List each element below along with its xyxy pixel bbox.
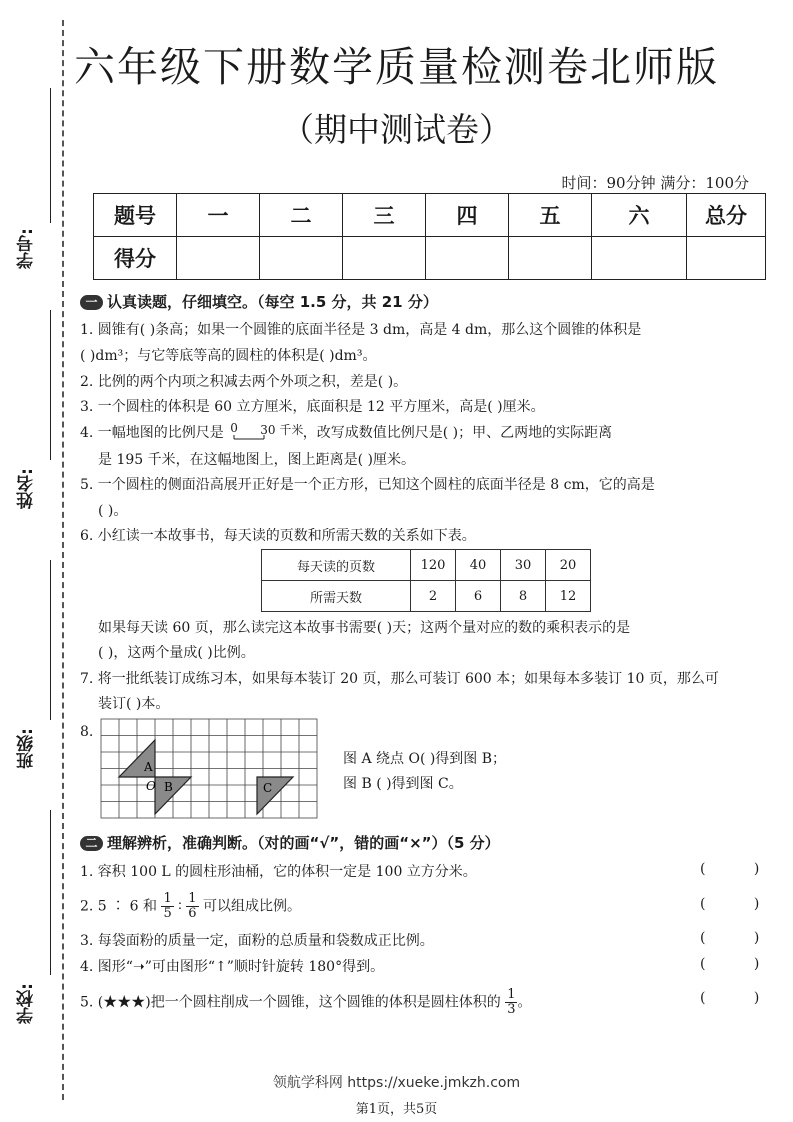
section-2-title: 理解辨析，准确判断。（对的画“√”，错的画“×”）（5 分） — [107, 834, 500, 852]
page-number: 第1页，共5页 — [355, 1102, 438, 1117]
question-5-line-2: ( )。 — [98, 503, 128, 519]
judge-question-5 — [80, 988, 531, 1017]
reading-table-row — [262, 581, 591, 612]
judge-question-5-end: 。 — [517, 994, 532, 1011]
score-cell[interactable] — [509, 237, 592, 280]
reading-cell: 12 — [546, 581, 591, 612]
question-6-line-b: ( )，这两个量成( )比例。 — [98, 645, 255, 661]
school-label: 学校: — [17, 983, 37, 1024]
question-7-line-1: 7. 将一批纸装订成练习本，如果每本装订 20 页，那么可装订 600 本；如果每本多装订 10 页，那么可 — [80, 671, 719, 687]
question-8-number: 8. — [80, 724, 94, 740]
score-header-cell: 五 — [509, 194, 592, 237]
question-6: 6. 小红读一本故事书，每天读的页数和所需天数的关系如下表。 — [80, 528, 476, 544]
class-line — [50, 560, 51, 720]
judge-answer-1[interactable]: ( ) — [700, 861, 782, 877]
question-1-line-2: ( )dm³；与它等底等高的圆柱的体积是( )dm³。 — [80, 348, 377, 364]
reading-row-label: 每天读的页数 — [262, 550, 411, 581]
judge-question-1: 1. 容积 100 L 的圆柱形油桶，它的体积一定是 100 立方分米。 — [80, 864, 477, 880]
binding-dashed-line — [62, 20, 64, 1100]
section-1-title: 认真读题，仔细填空。（每空 1.5 分，共 21 分） — [107, 293, 438, 311]
judge-question-4: 4. 图形“➝”可由图形“↑”顺时针旋转 180°得到。 — [80, 959, 385, 975]
fraction-numerator: 1 — [163, 891, 172, 906]
question-4-line-1 — [80, 422, 612, 443]
reading-cell: 20 — [546, 550, 591, 581]
reading-table-row — [262, 550, 591, 581]
reading-cell: 40 — [456, 550, 501, 581]
reading-cell: 2 — [411, 581, 456, 612]
judge-answer-2[interactable]: ( ) — [700, 896, 782, 912]
fraction-denominator: 5 — [163, 906, 172, 921]
exam-subtitle: （期中测试卷） — [281, 110, 512, 149]
question-8-line-a: 图 A 绕点 O( )得到图 B； — [343, 751, 507, 767]
section-1-heading — [80, 291, 438, 312]
reading-cell: 120 — [411, 550, 456, 581]
score-cell[interactable] — [592, 237, 687, 280]
question-6-line-a: 如果每天读 60 页，那么读完这本故事书需要( )天；这两个量对应的数的乘积表示的是 — [98, 620, 631, 636]
question-4-rest: ，改写成数值比例尺是( )；甲、乙两地的实际距离 — [302, 425, 613, 441]
score-cell[interactable] — [687, 237, 766, 280]
exam-meta: 时间：90分钟 满分：100分 — [561, 174, 749, 192]
question-3: 3. 一个圆柱的体积是 60 立方厘米，底面积是 12 平方厘米，高是( )厘米。 — [80, 399, 545, 415]
judge-answer-3[interactable]: ( ) — [700, 930, 782, 946]
judge-question-5-text: 5. (★★★)把一个圆柱削成一个圆锥，这个圆锥的体积是圆柱体积的 — [80, 994, 501, 1011]
score-header-cell: 题号 — [94, 194, 177, 237]
shape-b-label: B — [164, 780, 173, 794]
score-cell[interactable] — [426, 237, 509, 280]
score-header-cell: 六 — [592, 194, 687, 237]
score-header-cell: 一 — [177, 194, 260, 237]
judge-answer-5[interactable]: ( ) — [700, 990, 782, 1006]
reading-cell: 8 — [501, 581, 546, 612]
footer-link[interactable]: 领航学科网 https://xueke.jmkzh.com — [272, 1075, 521, 1091]
judge-question-2-prefix: 2. 5 ∶ 6 和 — [80, 898, 157, 915]
point-o-label: O — [146, 779, 156, 793]
fraction-one-sixth — [186, 892, 198, 921]
fraction-one-third — [505, 988, 517, 1017]
class-field[interactable] — [14, 560, 58, 780]
score-header-cell: 四 — [426, 194, 509, 237]
score-header-cell: 三 — [343, 194, 426, 237]
scale-bar-distance: 30 千米 — [260, 423, 304, 437]
class-label: 班级: — [17, 728, 37, 769]
score-cell[interactable] — [177, 237, 260, 280]
section-2-heading — [80, 832, 500, 853]
fraction-denominator: 6 — [188, 906, 197, 921]
shape-c-label: C — [263, 781, 273, 795]
score-header-cell: 二 — [260, 194, 343, 237]
exam-title: 六年级下册数学质量检测卷北师版 — [74, 43, 719, 91]
judge-question-3: 3. 每袋面粉的质量一定，面粉的总质量和袋数成正比例。 — [80, 933, 434, 949]
score-table-header-row — [94, 194, 766, 237]
question-1-line-1: 1. 圆锥有( )条高；如果一个圆锥的底面半径是 3 dm，高是 4 dm，那么这个圆锥的体积是 — [80, 322, 642, 338]
scale-bar-zero: 0 — [230, 421, 238, 435]
score-cell[interactable] — [260, 237, 343, 280]
reading-table — [261, 549, 591, 612]
score-table-score-row — [94, 237, 766, 280]
fraction-numerator: 1 — [188, 891, 197, 906]
reading-row-label: 所需天数 — [262, 581, 411, 612]
fraction-numerator: 1 — [507, 987, 516, 1002]
student-id-label: 学号: — [17, 228, 37, 269]
section-2-badge: 二 — [80, 836, 103, 851]
name-line — [50, 310, 51, 460]
question-4-line-2: 是 195 千米，在这幅地图上，图上距离是( )厘米。 — [98, 452, 415, 468]
reading-cell: 6 — [456, 581, 501, 612]
reading-cell: 30 — [501, 550, 546, 581]
score-table — [93, 193, 766, 280]
fraction-denominator: 3 — [507, 1002, 516, 1017]
score-header-cell: 总分 — [687, 194, 766, 237]
school-line — [50, 810, 51, 975]
question-8-line-b: 图 B ( )得到图 C。 — [343, 776, 463, 792]
school-field[interactable] — [14, 810, 58, 1030]
score-cell[interactable] — [343, 237, 426, 280]
question-2: 2. 比例的两个内项之积减去两个外项之积，差是( )。 — [80, 374, 408, 390]
map-scale-bar — [228, 421, 304, 443]
question-4-prefix: 4. 一幅地图的比例尺是 — [80, 425, 224, 441]
name-field[interactable] — [14, 310, 58, 510]
judge-answer-4[interactable]: ( ) — [700, 956, 782, 972]
question-7-line-2: 装订( )本。 — [98, 696, 170, 712]
rotation-grid-figure — [100, 718, 318, 820]
question-5-line-1: 5. 一个圆柱的侧面沿高展开正好是一个正方形，已知这个圆柱的底面半径是 8 cm，它的高是 — [80, 477, 655, 493]
score-row-label: 得分 — [94, 237, 177, 280]
ratio-colon: ∶ — [178, 898, 182, 915]
judge-question-2-suffix: 可以组成比例。 — [203, 898, 302, 915]
fraction-one-fifth — [161, 892, 173, 921]
judge-question-2 — [80, 892, 301, 921]
name-label: 姓名: — [17, 468, 37, 509]
section-1-badge: 一 — [80, 295, 103, 310]
shape-a-label: A — [144, 760, 153, 774]
